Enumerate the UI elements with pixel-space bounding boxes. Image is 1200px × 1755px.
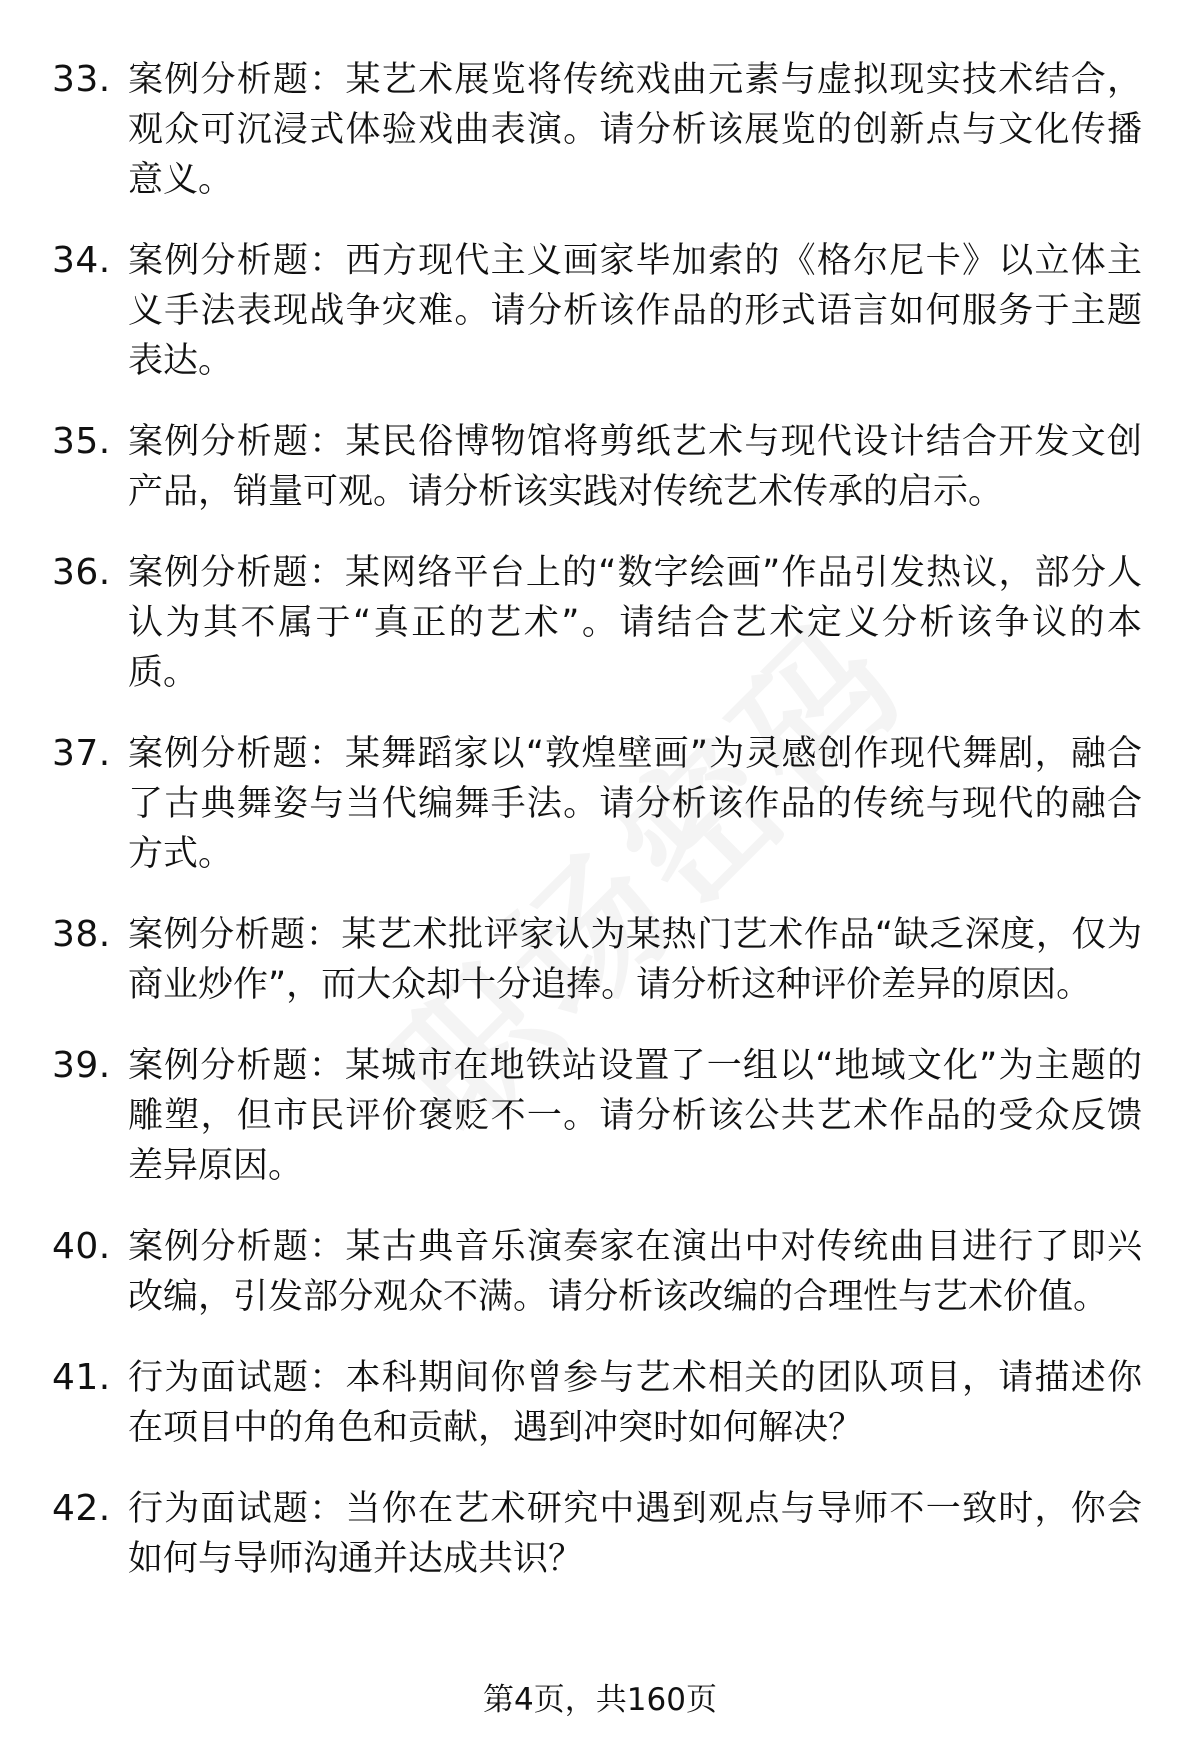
question-text: 案例分析题：某古典音乐演奏家在演出中对传统曲目进行了即兴改编，引发部分观众不满。请分析该改编的合理性与艺术价值。 bbox=[128, 1227, 1142, 1317]
question-item bbox=[52, 729, 1142, 879]
question-number: 42. bbox=[52, 1488, 111, 1529]
question-text: 案例分析题：某艺术展览将传统戏曲元素与虚拟现实技术结合，观众可沉浸式体验戏曲表演。请分析该展览的创新点与文化传播意义。 bbox=[128, 60, 1142, 200]
question-number: 37. bbox=[52, 733, 111, 774]
question-number: 38. bbox=[52, 914, 111, 955]
question-item bbox=[52, 1484, 1142, 1584]
question-text: 案例分析题：西方现代主义画家毕加索的《格尔尼卡》以立体主义手法表现战争灾难。请分析该作品的形式语言如何服务于主题表达。 bbox=[128, 241, 1142, 381]
page-footer: 第4页，共160页 bbox=[483, 1682, 717, 1718]
question-text: 案例分析题：某民俗博物馆将剪纸艺术与现代设计结合开发文创产品，销量可观。请分析该实践对传统艺术传承的启示。 bbox=[128, 422, 1142, 512]
question-list bbox=[52, 55, 1142, 1584]
question-number: 40. bbox=[52, 1226, 111, 1267]
question-number: 41. bbox=[52, 1357, 111, 1398]
question-item bbox=[52, 417, 1142, 517]
question-text: 案例分析题：某网络平台上的“数字绘画”作品引发热议，部分人认为其不属于“真正的艺术”。请结合艺术定义分析该争议的本质。 bbox=[128, 553, 1142, 693]
question-number: 33. bbox=[52, 59, 111, 100]
question-number: 35. bbox=[52, 421, 111, 462]
question-text: 案例分析题：某艺术批评家认为某热门艺术作品“缺乏深度，仅为商业炒作”，而大众却十分追捧。请分析这种评价差异的原因。 bbox=[128, 915, 1142, 1005]
question-text: 行为面试题：当你在艺术研究中遇到观点与导师不一致时，你会如何与导师沟通并达成共识？ bbox=[128, 1489, 1142, 1579]
question-item bbox=[52, 1041, 1142, 1191]
question-item bbox=[52, 1353, 1142, 1453]
question-item bbox=[52, 548, 1142, 698]
question-number: 39. bbox=[52, 1045, 111, 1086]
question-text: 案例分析题：某城市在地铁站设置了一组以“地域文化”为主题的雕塑，但市民评价褒贬不一。请分析该公共艺术作品的受众反馈差异原因。 bbox=[128, 1046, 1142, 1186]
question-number: 36. bbox=[52, 552, 111, 593]
question-item bbox=[52, 910, 1142, 1010]
question-item bbox=[52, 55, 1142, 205]
question-item bbox=[52, 1222, 1142, 1322]
question-number: 34. bbox=[52, 240, 111, 281]
question-item bbox=[52, 236, 1142, 386]
question-text: 案例分析题：某舞蹈家以“敦煌壁画”为灵感创作现代舞剧，融合了古典舞姿与当代编舞手法。请分析该作品的传统与现代的融合方式。 bbox=[128, 734, 1142, 874]
question-text: 行为面试题：本科期间你曾参与艺术相关的团队项目，请描述你在项目中的角色和贡献，遇到冲突时如何解决？ bbox=[128, 1358, 1142, 1448]
